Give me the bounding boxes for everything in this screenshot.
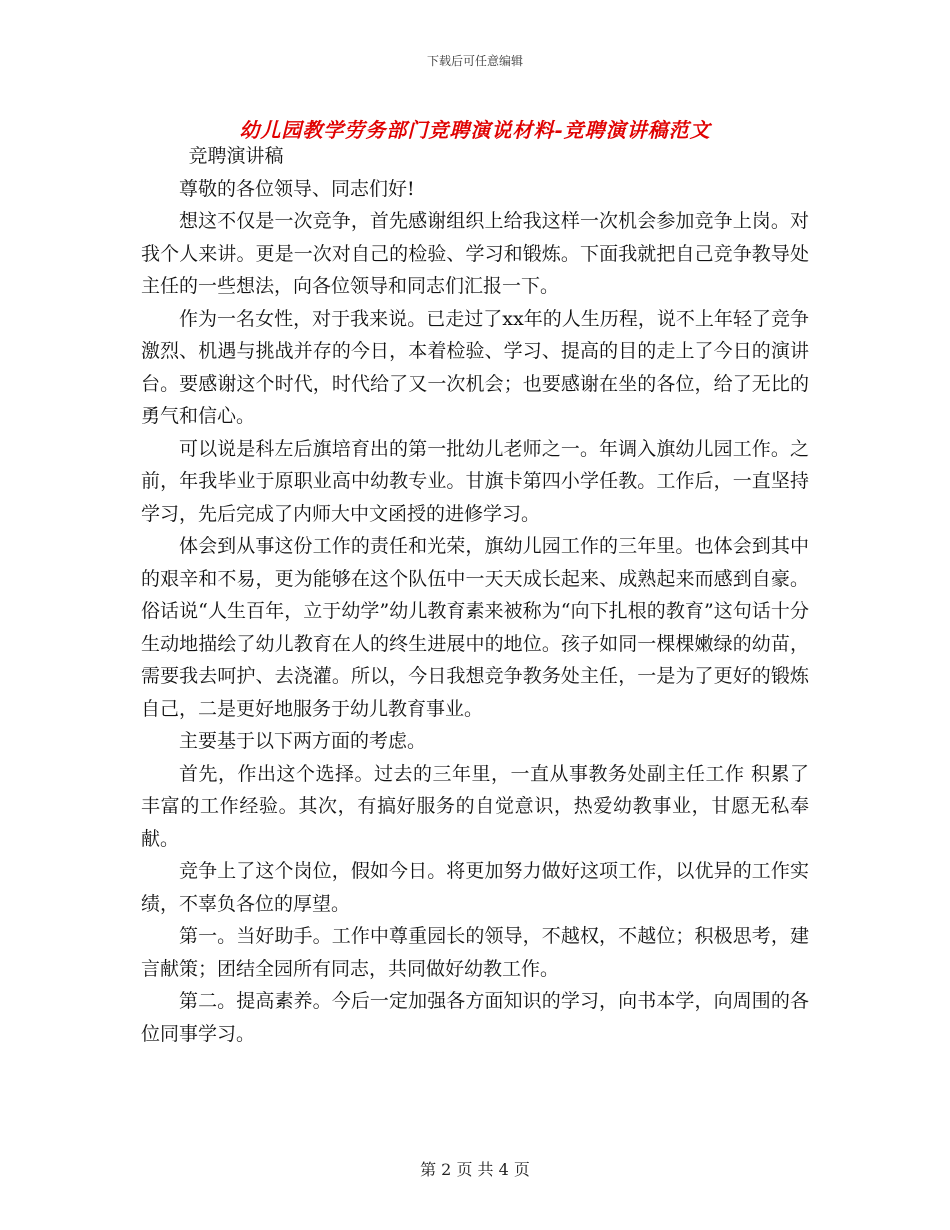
body-paragraph: 体会到从事这份工作的责任和光荣，旗幼儿园工作的三年里。也体会到其中的艰辛和不易，更为能够在这个队伍中一天天成长起来、成熟起来而感到自豪。俗话说“人生百年，立于幼学”幼儿教育素来被称为“向下扎根的教育”这句话十分生动地描绘了幼儿教育在人的终生进展中的地位。孩子如同一棵棵嫩绿的幼苗，需要我去呵护、去浇灌。所以，今日我想竞争教务处主任，一是为了更好的锻炼自己，二是更好地服务于幼儿教育事业。: [141, 535, 809, 720]
body-paragraph: 想这不仅是一次竞争，首先感谢组织上给我这样一次机会参加竞争上岗。对我个人来讲。更是一次对自己的检验、学习和锻炼。下面我就把自己竞争教导处主任的一些想法，向各位领导和同志们汇报一下。: [141, 210, 809, 297]
body-paragraph: 第二。提高素养。今后一定加强各方面知识的学习，向书本学，向周围的各位同事学习。: [141, 990, 809, 1045]
body-paragraph: 首先，作出这个选择。过去的三年里，一直从事教务处副主任工作 积累了丰富的工作经验。其次，有搞好服务的自觉意识，热爱幼教事业，甘愿无私奉献。: [141, 762, 809, 850]
header-note: 下载后可任意编辑: [426, 54, 523, 68]
body-paragraph: 作为一名女性，对于我来说。已走过了xx年的人生历程，说不上年轻了竞争激烈、机遇与挑战并存的今日，本着检验、学习、提高的目的走上了今日的演讲台。要感谢这个时代，时代给了又一次机会；也要感谢在坐的各位，给了无比的勇气和信心。: [141, 307, 809, 427]
body-paragraph: 竞争上了这个岗位，假如今日。将更加努力做好这项工作，以优异的工作实绩，不辜负各位的厚望。: [141, 860, 809, 915]
greeting-paragraph: 尊敬的各位领导、同志们好!: [179, 177, 415, 200]
document-body: [141, 140, 809, 1050]
body-paragraph: 第一。当好助手。工作中尊重园长的领导，不越权，不越位；积极思考，建言献策；团结全园所有同志，共同做好幼教工作。: [141, 925, 809, 980]
document-title: 幼儿园教学劳务部门竞聘演说材料-竞聘演讲稿范文: [239, 118, 711, 142]
speech-subtitle: 竞聘演讲稿: [188, 145, 284, 167]
body-paragraph: 主要基于以下两方面的考虑。: [179, 730, 427, 752]
page-footer: 第 2 页 共 4 页: [420, 1160, 530, 1179]
body-paragraph: 可以说是科左后旗培育出的第一批幼儿老师之一。年调入旗幼儿园工作。之前，年我毕业于原职业高中幼教专业。甘旗卡第四小学任教。工作后，一直坚持学习，先后完成了内师大中文函授的进修学习。: [141, 437, 809, 525]
